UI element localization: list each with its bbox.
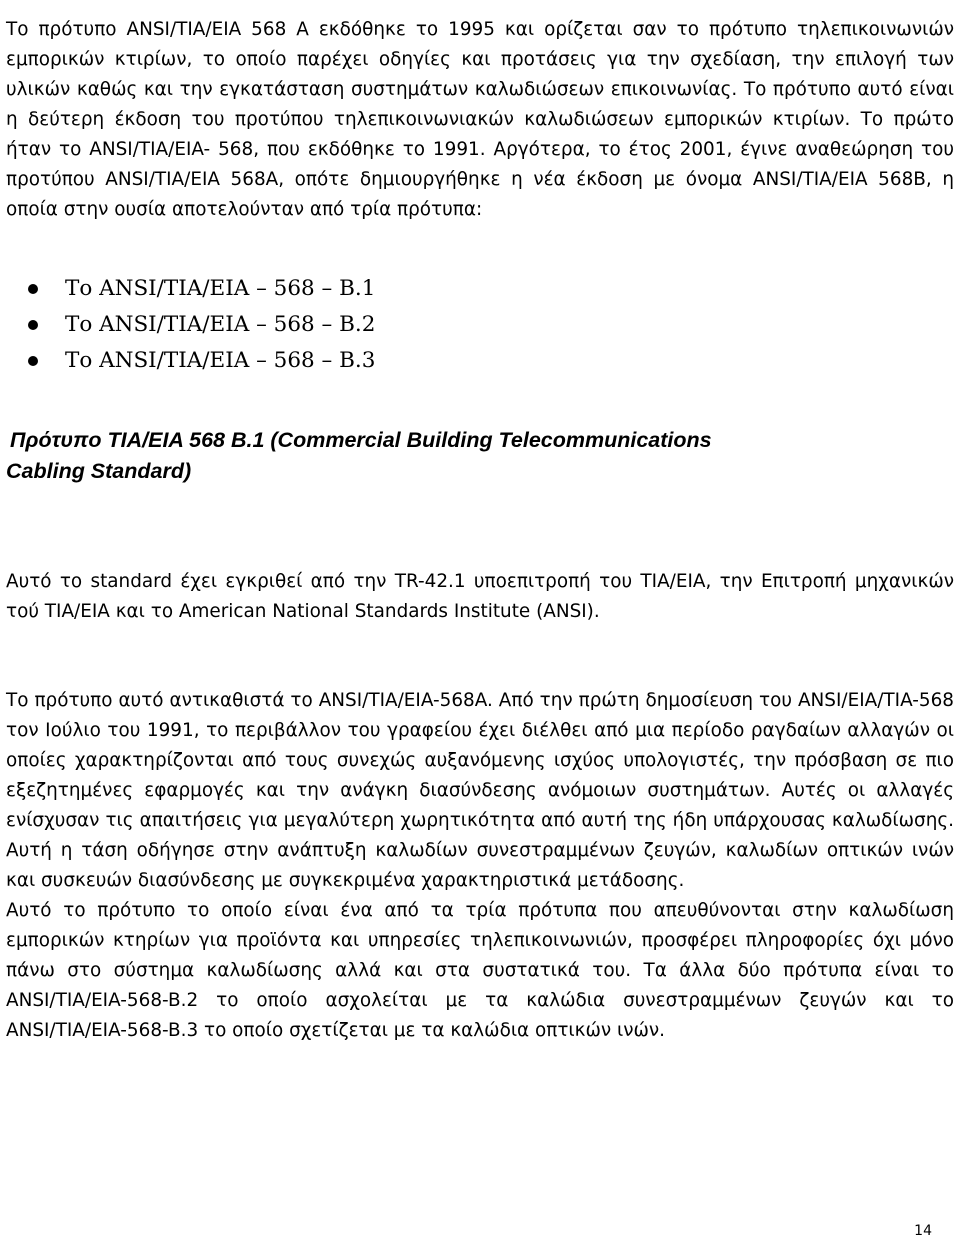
standards-list bbox=[28, 271, 375, 379]
bullet-icon bbox=[28, 320, 38, 330]
body-paragraph-2: Αυτό το πρότυπο το οποίο είναι ένα από τα τρία πρότυπα που απευθύνονται στην καλωδίωση εμπορικών κτηρίων για προϊόντα και υπηρεσίες τηλεπικοινωνιών, προσφέρει πληροφορίες όχι μόνο πάνω στο σύστημα καλωδίωσης αλλά και στα συστατικά του. Τα άλλα δύο πρότυπα είναι το ANSI/TIA/EIA-568-B.2 το οποίο ασχολείται με τα καλώδια συνεστραμμένων ζευγών και το ANSI/TIA/EIA-568-B.3 το οποίο σχετίζεται με τα καλώδια οπτικών ινών. bbox=[6, 900, 954, 1041]
list-item-text: Το ANSI/TIA/EIA – 568 – B.1 bbox=[65, 276, 376, 301]
intro-paragraph: Το πρότυπο ANSI/TIA/EIA 568 Α εκδόθηκε το 1995 και ορίζεται σαν το πρότυπο τηλεπικοινωνιών εμπορικών κτιρίων, το οποίο παρέχει οδηγίες και προτάσεις για την σχεδίαση, την επιλογή των υλικών καθώς και την εγκατάσταση συστημάτων καλωδιώσεων επικοινωνίας. Το πρότυπο αυτό είναι η δεύτερη έκδοση του προτύπου τηλεπικοινωνιακών καλωδιώσεων εμπορικών κτιρίων. Το πρώτο ήταν το ANSI/TIA/EIA- 568, που εκδόθηκε το 1991. Αργότερα, το έτος 2001, έγινε αναθεώρηση του προτύπου ANSI/TIA/EIA 568A, οπότε δημιουργήθηκε η νέα έκδοση με όνομα ANSI/TIA/EIA 568B, η οποία στην ουσία αποτελούνταν από τρία πρότυπα: bbox=[6, 19, 954, 220]
bullet-icon bbox=[28, 356, 38, 366]
list-item-text: Το ANSI/TIA/EIA – 568 – B.2 bbox=[65, 312, 376, 337]
section-heading bbox=[6, 425, 906, 487]
approval-paragraph: Αυτό το standard έχει εγκριθεί από την TR-42.1 υποεπιτροπή του TIA/EIA, την Επιτροπή μηχανικών τού TIA/EIA και το American National Standards Institute (ANSI). bbox=[6, 571, 954, 622]
list-item-text: Το ANSI/TIA/EIA – 568 – B.3 bbox=[65, 348, 376, 373]
section-heading-line2: Cabling Standard) bbox=[6, 459, 192, 483]
bullet-icon bbox=[28, 284, 38, 294]
section-heading-line1: Πρότυπο TIA/EIA 568 B.1 (Commercial Building Telecommunications bbox=[10, 428, 712, 452]
list-item bbox=[28, 307, 375, 343]
list-item bbox=[28, 271, 375, 307]
list-item bbox=[28, 343, 375, 379]
page-number: 14 bbox=[914, 1223, 932, 1239]
body-paragraph-1: Το πρότυπο αυτό αντικαθιστά το ANSI/TIA/EIA-568A. Από την πρώτη δημοσίευση του ANSI/EIA/TIA-568 τον Ιούλιο του 1991, το περιβάλλον του γραφείου έχει διέλθει από μια περίοδο ραγδαίων αλλαγών οι οποίες χαρακτηρίζονται από τους συνεχώς αυξανόμενης ισχύος υπολογιστές, την πρόσβαση σε πιο εξεζητημένες εφαρμογές και την ανάγκη διασύνδεσης ανόμοιων συστημάτων. Αυτές οι αλλαγές ενίσχυσαν τις απαιτήσεις για μεγαλύτερη χωρητικότητα από αυτή της ήδη υπάρχουσας καλωδίωσης. Αυτή η τάση οδήγησε στην ανάπτυξη καλωδίων συνεστραμμένων ζευγών, καλωδίων οπτικών ινών και συσκευών διασύνδεσης με συγκεκριμένα χαρακτηριστικά μετάδοσης. bbox=[6, 690, 954, 891]
body-section bbox=[6, 686, 954, 1046]
